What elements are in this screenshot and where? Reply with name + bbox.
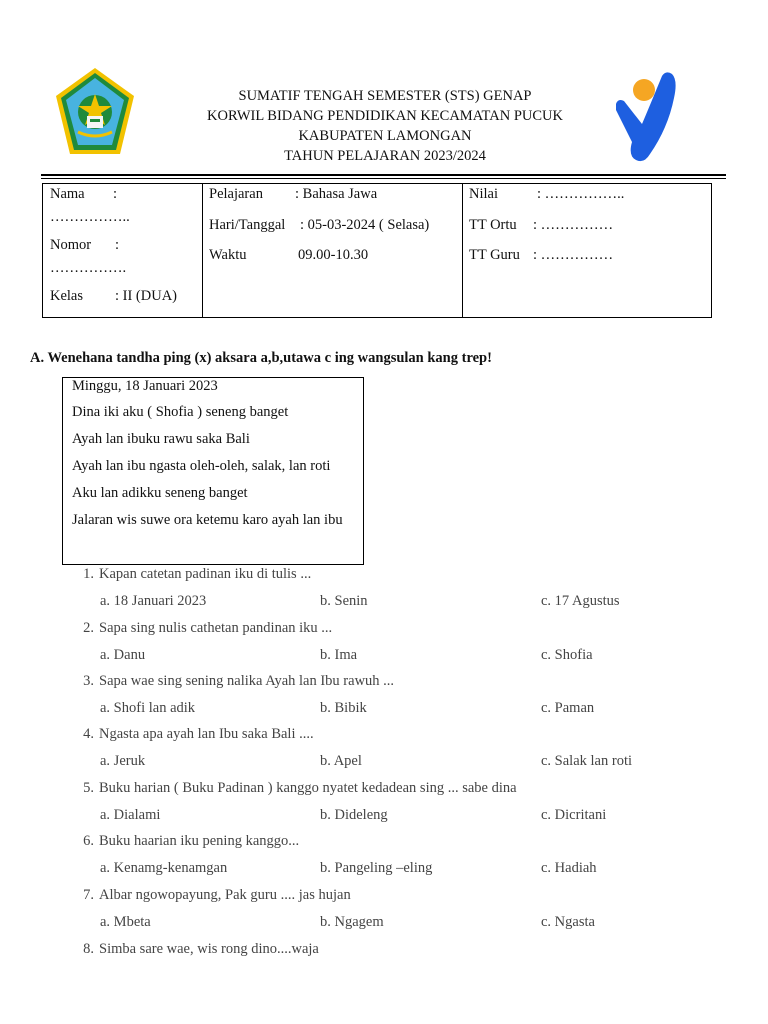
question-text: Albar ngowopayung, Pak guru .... jas hujan <box>99 887 351 903</box>
brand-logo <box>610 68 682 166</box>
nomor-label: Nomor <box>50 237 92 253</box>
option-b[interactable]: b. Bibik <box>320 700 367 716</box>
kemenag-emblem <box>54 66 136 156</box>
diary-text-box <box>62 377 364 565</box>
question-number: 4. <box>83 726 94 742</box>
option-a[interactable]: a. Kenamg-kenamgan <box>100 860 228 876</box>
diary-line: Ayah lan ibuku rawu saka Bali <box>72 431 250 447</box>
hari-label: Hari/Tanggal <box>209 217 286 233</box>
nama-separator: : <box>113 186 118 202</box>
nomor-separator: : <box>115 237 120 253</box>
question-number: 1. <box>83 566 94 582</box>
nama-field[interactable]: …………….. <box>50 209 130 225</box>
header-divider-thin <box>41 178 726 179</box>
nilai-label: Nilai <box>469 186 498 202</box>
question-text: Buku haarian iku pening kanggo... <box>99 833 300 849</box>
option-b[interactable]: b. Apel <box>320 753 362 769</box>
option-c[interactable]: c. Ngasta <box>541 914 595 930</box>
option-b[interactable]: b. Senin <box>320 593 368 609</box>
question-text: Kapan catetan padinan iku di tulis ... <box>99 566 312 582</box>
pelajaran-label: Pelajaran <box>209 186 263 202</box>
option-b[interactable]: b. Ima <box>320 647 358 663</box>
header-divider-thick <box>41 174 726 176</box>
option-b[interactable]: b. Ngagem <box>320 914 384 930</box>
waktu-value: 09.00-10.30 <box>298 247 369 263</box>
question-text: Simba sare wae, wis rong dino....waja <box>99 941 319 957</box>
section-a-instruction: A. Wenehana tandha ping (x) aksara a,b,utawa c ing wangsulan kang trep! <box>30 350 492 366</box>
question-number: 2. <box>83 620 94 636</box>
option-c[interactable]: c. Hadiah <box>541 860 597 876</box>
question-text: Sapa wae sing sening nalika Ayah lan Ibu rawuh ... <box>99 673 395 689</box>
kelas-label: Kelas <box>50 288 84 304</box>
tt-ortu-field[interactable]: : …………… <box>533 217 614 233</box>
option-a[interactable]: a. Mbeta <box>100 914 151 930</box>
diary-line: Aku lan adikku seneng banget <box>72 485 248 501</box>
hari-value: : 05-03-2024 ( Selasa) <box>300 217 430 233</box>
document-header <box>190 86 580 166</box>
option-a[interactable]: a. Jeruk <box>100 753 146 769</box>
question-text: Buku harian ( Buku Padinan ) kanggo nyatet kedadean sing ... sabe dina <box>99 780 517 796</box>
option-c[interactable]: c. Dicritani <box>541 807 607 823</box>
header-line-1: SUMATIF TENGAH SEMESTER (STS) GENAP <box>238 88 532 104</box>
student-identity-cell <box>43 184 203 318</box>
option-a[interactable]: a. Danu <box>100 647 146 663</box>
option-c[interactable]: c. Salak lan roti <box>541 753 633 769</box>
question-text: Ngasta apa ayah lan Ibu saka Bali .... <box>99 726 314 742</box>
diary-line: Ayah lan ibu ngasta oleh-oleh, salak, lan roti <box>72 458 331 474</box>
option-b[interactable]: b. Pangeling –eling <box>320 860 433 876</box>
tt-ortu-label: TT Ortu <box>469 217 517 233</box>
question-number: 3. <box>83 673 94 689</box>
option-c[interactable]: c. 17 Agustus <box>541 593 620 609</box>
question-number: 7. <box>83 887 94 903</box>
option-b[interactable]: b. Dideleng <box>320 807 388 823</box>
option-a[interactable]: a. Dialami <box>100 807 161 823</box>
nilai-field[interactable]: : …………….. <box>537 186 625 202</box>
waktu-label: Waktu <box>209 247 247 263</box>
nomor-field[interactable]: ……………. <box>50 260 127 276</box>
option-a[interactable]: a. Shofi lan adik <box>100 700 196 716</box>
header-line-4: TAHUN PELAJARAN 2023/2024 <box>284 148 486 164</box>
tt-guru-field[interactable]: : …………… <box>533 247 614 263</box>
question-number: 8. <box>83 941 94 957</box>
exam-details-cell <box>203 184 463 318</box>
diary-line: Dina iki aku ( Shofia ) seneng banget <box>72 404 289 420</box>
tt-guru-label: TT Guru <box>469 247 520 263</box>
question-number: 6. <box>83 833 94 849</box>
option-c[interactable]: c. Shofia <box>541 647 593 663</box>
question-text: Sapa sing nulis cathetan pandinan iku ... <box>99 620 333 636</box>
pelajaran-value: : Bahasa Jawa <box>295 186 378 202</box>
nama-label: Nama <box>50 186 85 202</box>
diary-line: Minggu, 18 Januari 2023 <box>72 378 218 394</box>
question-number: 5. <box>83 780 94 796</box>
kelas-value: : II (DUA) <box>115 288 178 304</box>
score-signature-cell <box>463 184 712 318</box>
option-c[interactable]: c. Paman <box>541 700 595 716</box>
header-line-3: KABUPATEN LAMONGAN <box>298 128 472 144</box>
student-info-table <box>42 183 712 318</box>
diary-line: Jalaran wis suwe ora ketemu karo ayah lan ibu <box>72 512 343 528</box>
option-a[interactable]: a. 18 Januari 2023 <box>100 593 207 609</box>
header-line-2: KORWIL BIDANG PENDIDIKAN KECAMATAN PUCUK <box>207 108 563 124</box>
